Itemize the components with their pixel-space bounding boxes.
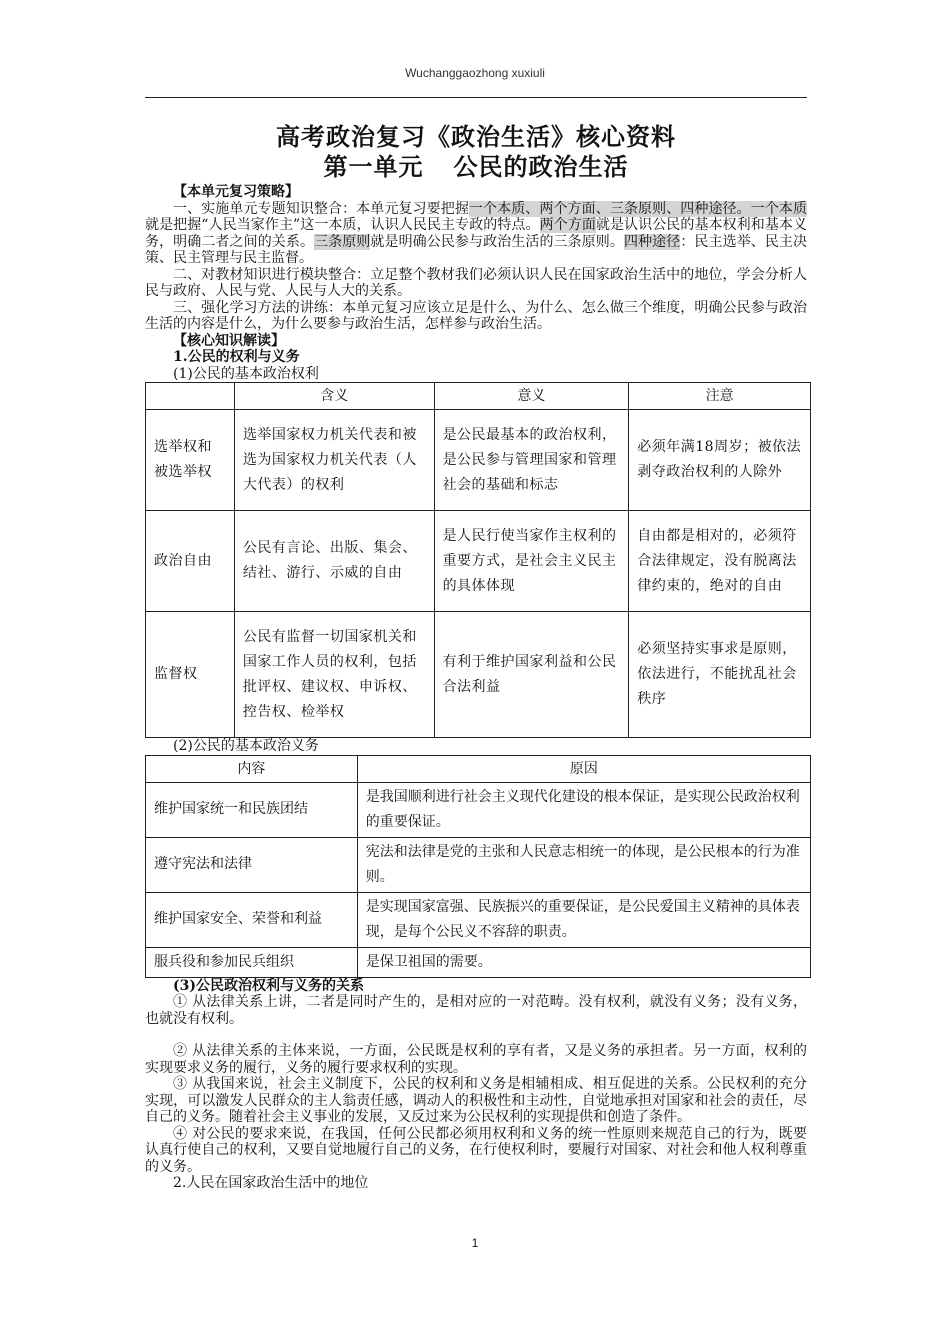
unit-number: 第一单元 (323, 152, 424, 181)
highlight-span: 三条原则 (314, 233, 371, 250)
table-cell: 是保卫祖国的需要。 (357, 947, 810, 977)
section-1-1-title: (1)公民的基本政治权利 (173, 365, 319, 382)
page-header: Wuchanggaozhong xuxiuli (405, 66, 545, 80)
relation-paragraph-2: ② 从法律关系的主体来说，一方面，公民既是权利的享有者，又是义务的承担者。另一方面，权利的实现要求义务的履行，义务的履行要求权利的实现。 (145, 1043, 807, 1076)
relation-paragraph-3: ③ 从我国来说，社会主义制度下，公民的权利和义务是相辅相成、相互促进的关系。公民权利的充分实现，可以激发人民群众的主人翁责任感，调动人的积极性和主动性，自觉地承担对国家和社会的责任，尽自己的义务。随着社会主义事业的发展，又反过来为公民权利的实现提供和创造了条件。 (145, 1076, 807, 1125)
table-cell: 有利于维护国家利益和公民合法利益 (434, 612, 629, 738)
table-cell: 维护国家统一和民族团结 (146, 782, 358, 837)
strategy-paragraph-2: 二、对教材知识进行模块整合：立足整个教材我们必须认识人民在国家政治生活中的地位，学会分析人民与政府、人民与党、人民与人大的关系。 (145, 266, 807, 299)
table-row (146, 410, 811, 511)
header-divider (145, 97, 807, 98)
strategy-paragraph-3: 三、强化学习方法的讲练：本单元复习应该立足是什么、为什么、怎么做三个维度，明确公民参与政治生活的内容是什么，为什么要参与政治生活，怎样参与政治生活。 (145, 299, 807, 332)
table-header-cell: 含义 (234, 383, 434, 410)
unit-title (145, 152, 807, 182)
table-row (146, 782, 811, 837)
table-cell: 必须坚持实事求是原则，依法进行，不能扰乱社会秩序 (629, 612, 811, 738)
table-header-cell: 意义 (434, 383, 629, 410)
table-cell: 政治自由 (146, 511, 235, 612)
text-span: 就是明确公民参与政治生活的三条原则。 (370, 233, 624, 250)
table-header-row (146, 755, 811, 782)
table-cell: 维护国家安全、荣誉和利益 (146, 892, 358, 947)
relation-paragraph-1: ① 从法律关系上讲，二者是同时产生的，是相对应的一对范畴。没有权利，就没有义务；没有义务，也就没有权利。 (145, 994, 807, 1027)
highlight-span: 一个本质 (750, 200, 808, 217)
relation-paragraph-4: ④ 对公民的要求来说，在我国，任何公民都必须用权利和义务的统一性原则来规范自己的行为，既要认真行使自己的权利，又要自觉地履行自己的义务，在行使权利时，要履行对国家、对社会和他人权利尊重的义务。 (145, 1125, 807, 1175)
table-cell: 服兵役和参加民兵组织 (146, 947, 358, 977)
highlight-span: 四种途径 (623, 233, 681, 250)
table-cell: 是我国顺利进行社会主义现代化建设的根本保证，是实现公民政治权利的重要保证。 (357, 782, 810, 837)
section-2-title: 2.人民在国家政治生活中的地位 (173, 1175, 369, 1191)
text-span: 就是把握“人民当家作主”这一本质，认识人民民主专政的特点。 (145, 217, 540, 233)
table-cell: 公民有监督一切国家机关和国家工作人员的权利，包括批评权、建议权、申诉权、控告权、检举权 (234, 612, 434, 738)
core-heading: 【核心知识解读】 (173, 332, 285, 349)
section-1-3-title: (3)公民政治权利与义务的关系 (173, 977, 364, 994)
table-cell: 公民有言论、出版、集会、结社、游行、示威的自由 (234, 511, 434, 612)
paragraph-spacer (145, 1027, 807, 1043)
table-header-cell: 内容 (146, 755, 358, 782)
table-header-cell (146, 383, 235, 410)
page-number: 1 (471, 1236, 479, 1250)
table-cell: 必须年满18周岁；被依法剥夺政治权利的人除外 (629, 410, 811, 511)
text-span: ：民主选举、民主决策、民主管理与民主监督。 (145, 233, 808, 266)
political-duties-table (145, 755, 811, 978)
document-title: 高考政治复习《政治生活》核心资料 (276, 122, 676, 151)
table-row (146, 511, 811, 612)
highlight-span: 一个本质、两个方面、三条原则、四种途径。 (468, 200, 751, 217)
table-header-cell: 原因 (357, 755, 810, 782)
strategy-heading: 【本单元复习策略】 (173, 184, 299, 200)
text-span: 一、实施单元专题知识整合：本单元复习要把握 (173, 200, 469, 217)
table-header-row (146, 383, 811, 410)
strategy-paragraph-1 (145, 201, 807, 267)
highlight-span: 两个方面 (539, 217, 596, 233)
table-cell: 是公民最基本的政治权利，是公民参与管理国家和管理社会的基础和标志 (434, 410, 629, 511)
table-cell: 监督权 (146, 612, 235, 738)
document-body (145, 122, 807, 1192)
table-cell: 遵守宪法和法律 (146, 837, 358, 892)
table-cell: 是人民行使当家作主权利的重要方式，是社会主义民主的具体体现 (434, 511, 629, 612)
table-row (146, 612, 811, 738)
unit-name: 公民的政治生活 (453, 152, 629, 181)
table-cell: 自由都是相对的，必须符合法律规定，没有脱离法律约束的，绝对的自由 (629, 511, 811, 612)
table-header-cell: 注意 (629, 383, 811, 410)
table-row (146, 892, 811, 947)
table-row (146, 837, 811, 892)
table-cell: 选举权和被选举权 (146, 410, 235, 511)
section-1-title: 1.公民的权利与义务 (173, 349, 300, 365)
table-cell: 宪法和法律是党的主张和人民意志相统一的体现，是公民根本的行为准则。 (357, 837, 810, 892)
table-row (146, 947, 811, 977)
table-cell: 选举国家权力机关代表和被选为国家权力机关代表（人大代表）的权利 (234, 410, 434, 511)
text-span: 就是认识公民的基本权利和基本义务，明确二者之间的关系。 (145, 217, 807, 250)
section-1-2-title: (2)公民的基本政治义务 (173, 738, 319, 754)
table-cell: 是实现国家富强、民族振兴的重要保证，是公民爱国主义精神的具体表现，是每个公民义不容辞的职责。 (357, 892, 810, 947)
political-rights-table (145, 382, 811, 738)
